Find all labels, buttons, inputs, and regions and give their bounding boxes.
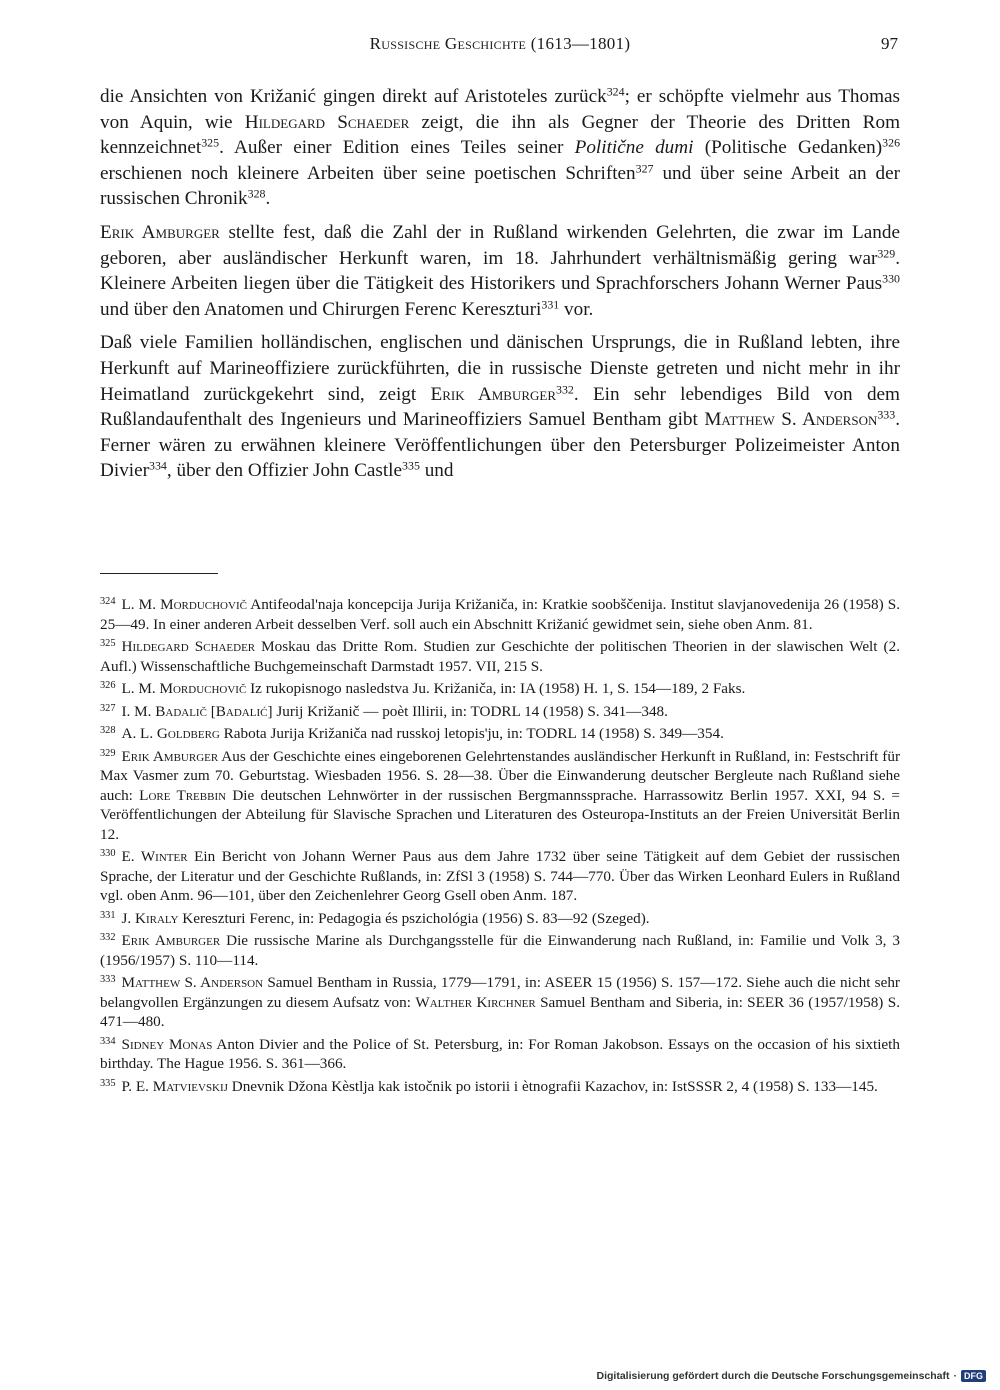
footnote-number: 332 [100, 932, 116, 944]
text-run: (Politische Gedanken) [693, 137, 883, 159]
footnotes [100, 595, 900, 1099]
text-run: Ein Bericht von Johann Werner Paus aus dem Jahre 1732 über seine Tätigkeit auf dem Gebiet der russischen Sprache, der Literatur und der Geschichte Rußlands, in: ZfSl 3 (1958) S. 744—770. Über das Wirken Leonhard Eulers in Rußland vgl. oben Anm. 96—101, über den Zeichenlehrer Georg Gsell oben Anm. 187. [100, 848, 900, 904]
text-run: . Außer einer Edition eines Teiles seiner [219, 137, 575, 159]
footnote-number: 325 [100, 638, 116, 650]
paragraph [100, 220, 900, 322]
footnote [100, 595, 900, 634]
author-name: Lore Trebbin [139, 786, 227, 804]
footnote-ref: 331 [541, 297, 560, 312]
footnote-separator [100, 573, 218, 574]
text-run: Samuel Bentham in Russia, 1779—1791, in: ASEER 15 (1956) S. 157—172. Siehe auch die nicht sehr belangvollen Ergänzungen zu diesem Aufsatz von: [100, 974, 900, 1011]
main-text [100, 84, 900, 492]
footnote [100, 747, 900, 845]
author-name: Erik Amburger [121, 932, 221, 949]
footnote [100, 702, 900, 722]
footnote [100, 679, 900, 699]
text-run: , über den Offizier John Castle [166, 460, 403, 482]
footnote-number: 324 [100, 596, 116, 608]
text-run: Iz rukopisnogo nasledstva Ju. Križaniča, in: IA (1958) H. 1, S. 154—189, 2 Faks. [246, 680, 746, 697]
footnote-ref: 335 [402, 458, 420, 473]
text-run: Anton Divier and the Police of St. Petersburg, in: For Roman Jakobson. Essays on the occasion of his sixtieth birthday. The Hague 1956. S. 361—366. [100, 1035, 900, 1072]
dfg-logo-icon: DFG [961, 1370, 986, 1382]
text-run: Jurij Križanič — poèt Illirii, in: TODRL 14 (1958) S. 341—348. [272, 702, 668, 720]
text-run: Aus der Geschichte eines eingeborenen Gelehrtenstandes ausländischer Herkunft in Rußland, in: Festschrift für Max Vasmer zum 70. Geburtstag. Wiesbaden 1956. S. 28—38. Über die Einwanderung deutscher Bergleute nach Rußland siehe auch: [100, 747, 900, 804]
text-run: . Kleinere Arbeiten liegen über die Tätigkeit des Historikers und Sprachforschers Johann Werner Paus [100, 247, 900, 295]
footnote-number: 331 [100, 909, 116, 921]
footnote-ref: 324 [606, 84, 625, 99]
text-run: Samuel Bentham and Siberia, in: SEER 36 (1957/1958) S. 471—480. [100, 993, 900, 1030]
footnote-ref: 326 [882, 135, 901, 150]
footnote [100, 637, 900, 676]
author-name: A. L. Goldberg [121, 725, 220, 742]
footnote-number: 333 [100, 974, 116, 986]
digitization-credit [597, 1370, 986, 1382]
text-run: erschienen noch kleinere Arbeiten über seine poetischen Schriften [100, 162, 636, 184]
footnote [100, 973, 900, 1032]
text-run: Die russische Marine als Durchgangsstelle für die Einwanderung nach Rußland, in: Familie und Volk 3, 3 (1956/1957) S. 110—114. [100, 932, 901, 969]
author-name: Hildegard Schaeder [244, 111, 410, 133]
text-run: . Ferner wären zu erwähnen kleinere Veröffentlichungen über den Petersburger Polizeimeister Anton Divier [100, 409, 900, 482]
text-run: zeigt, die ihn als Gegner der Theorie des Dritten Rom kennzeichnet [100, 111, 900, 159]
author-name: Matthew S. Anderson [704, 409, 878, 431]
text-run: Dnevnik Džona Kèstlja kak istočnik po istorii i ètnografii Kazachov, in: IstSSSR 2, 4 (1958) S. 133—145. [227, 1077, 878, 1095]
author-name: L. M. Morduchovič [121, 680, 247, 697]
author-name: Erik Amburger [121, 747, 219, 765]
text-run: . Ein sehr lebendiges Bild von dem Rußlandaufenthalt des Ingenieurs und Marineoffiziers Samuel Bentham gibt [100, 383, 900, 431]
footnote [100, 931, 900, 970]
footnote-number: 327 [100, 702, 116, 714]
author-name: L. M. Morduchovič [121, 596, 247, 613]
text-run: die Ansichten von Križanić gingen direkt auf Aristoteles zurück [100, 86, 607, 107]
text-run: ; er schöpfte vielmehr aus Thomas von Aquin, wie [100, 86, 901, 133]
footnote-ref: 327 [635, 161, 654, 176]
footnote-number: 328 [100, 725, 116, 737]
paragraph [100, 84, 900, 212]
running-title: Russische Geschichte (1613—1801) [369, 34, 631, 53]
footnote-ref: 332 [556, 381, 574, 396]
footnote-ref: 330 [882, 271, 900, 286]
text-run: . [265, 188, 271, 210]
credit-text: Digitalisierung gefördert durch die Deutsche Forschungsgemeinschaft [596, 1370, 950, 1382]
footnote [100, 1077, 900, 1097]
author-name: Erik Amburger [100, 221, 220, 243]
footnote-number: 329 [100, 747, 116, 759]
author-name: Erik Amburger [430, 383, 557, 405]
footnote [100, 909, 900, 929]
text-run: Rabota Jurija Križaniča nad russkoj letopis'ju, in: TODRL 14 (1958) S. 349—354. [219, 725, 724, 742]
footnote [100, 724, 900, 744]
footnote-ref: 334 [149, 458, 167, 473]
footnote-ref: 329 [877, 246, 896, 261]
text-run: vor. [559, 298, 594, 320]
author-name: J. Kiraly [121, 909, 179, 927]
footnote-number: 335 [100, 1077, 116, 1089]
footnote-number: 334 [100, 1035, 116, 1047]
footnote-ref: 333 [877, 407, 896, 422]
footnote [100, 1035, 900, 1074]
dfg-logo-separator: · [953, 1370, 957, 1382]
text-run: und über den Anatomen und Chirurgen Ferenc Kereszturi [100, 298, 542, 320]
text-run: Kereszturi Ferenc, in: Pedagogia és pszichológia (1956) S. 83—92 (Szeged). [178, 909, 650, 927]
italic-title: Politične dumi [574, 137, 694, 159]
author-name: Hildegard Schaeder [121, 638, 256, 655]
paragraph [100, 330, 900, 484]
page-number: 97 [881, 34, 898, 53]
text-run: und [419, 460, 454, 482]
footnote-ref: 325 [201, 135, 220, 150]
text-run: und über seine Arbeit an der russischen Chronik [100, 162, 900, 210]
footnote-number: 326 [100, 680, 116, 692]
author-name: E. Winter [121, 848, 188, 865]
author-name: P. E. Matvievskij [121, 1077, 228, 1095]
footnote-ref: 328 [247, 186, 266, 201]
author-name: Sidney Monas [121, 1035, 213, 1053]
author-name: Matthew S. Anderson [121, 974, 264, 991]
text-run: Daß viele Familien holländischen, englischen und dänischen Ursprungs, die in Rußland lebten, ihre Herkunft auf Marineoffiziere zurückführten, die in russische Dienste getreten und nicht mehr in ihr Heimatland zurückgekehrt sind, zeigt [100, 332, 900, 405]
footnote [100, 847, 900, 906]
text-run: Moskau das Dritte Rom. Studien zur Geschichte der politischen Theorien in der slawischen Welt (2. Aufl.) Wissenschaftliche Buchgemeinschaft Darmstadt 1957. VII, 215 S. [100, 638, 900, 675]
author-name: I. M. Badalič [Badalić] [121, 702, 273, 720]
footnote-number: 330 [100, 848, 116, 860]
text-run: stellte fest, daß die Zahl der in Rußland wirkenden Gelehrten, die zwar im Lande geboren, aber ausländischer Herkunft waren, im 18. Jahrhundert verhältnismäßig gering war [100, 221, 900, 269]
author-name: Walther Kirchner [415, 993, 536, 1011]
text-run: Die deutschen Lehnwörter in der russischen Bergmannssprache. Harrassowitz Berlin 1957. XXI, 94 S. = Veröffentlichungen der Abteilung für Slavische Sprachen und Literaturen des Osteuropa-Instituts an der Freien Universität Berlin 12. [100, 786, 900, 843]
text-run: Antifeodal'naja koncepcija Jurija Križaniča, in: Kratkie soobščenija. Institut slavjanovedenija 26 (1958) S. 25—49. In einer anderen Arbeit desselben Verf. soll auch ein Abschnitt Križanić gewidmet sein, siehe oben Anm. 81. [100, 596, 901, 633]
page-header [100, 34, 900, 60]
